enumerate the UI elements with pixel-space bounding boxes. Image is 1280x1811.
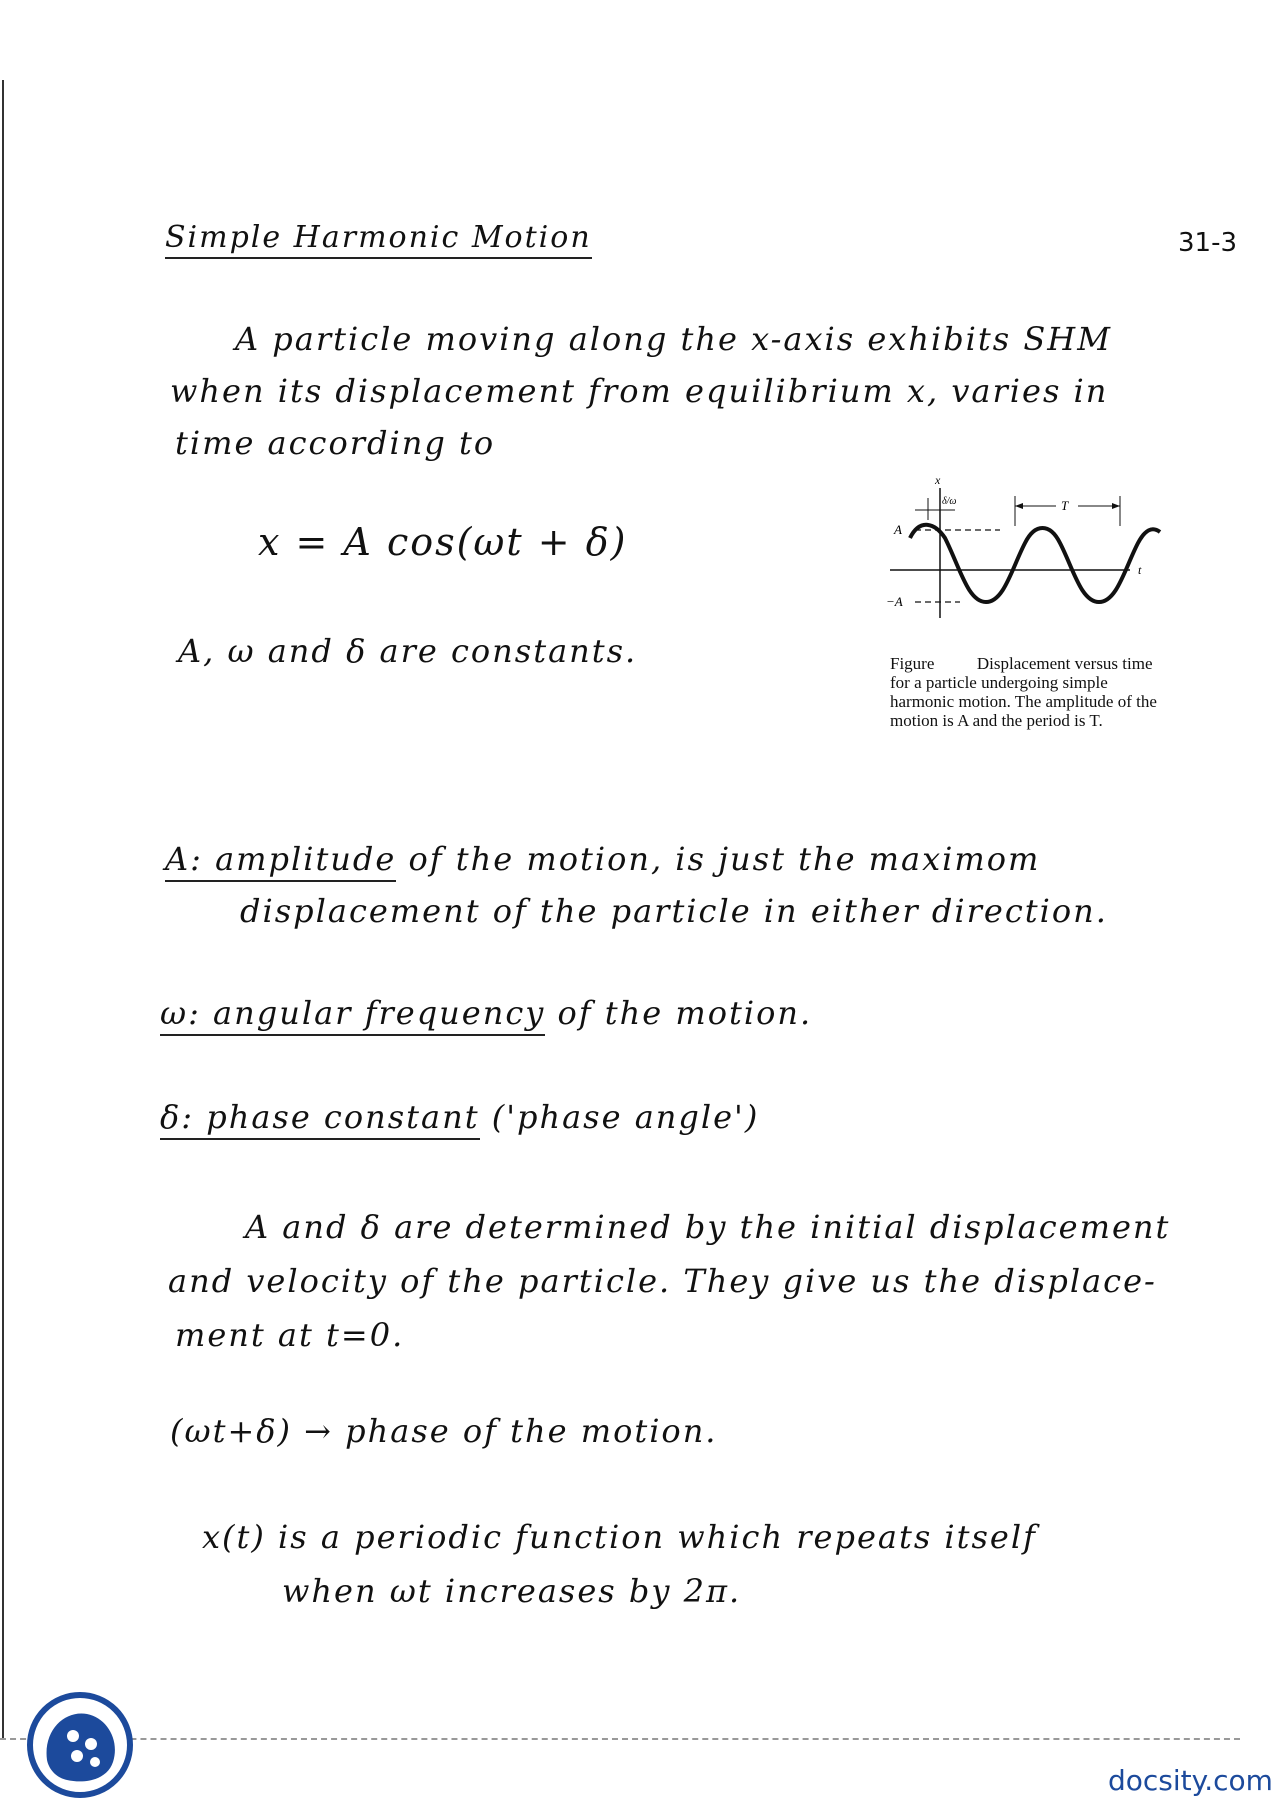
- constants-note: A, ω and δ are constants.: [178, 632, 638, 670]
- intro-line-3: time according to: [175, 424, 496, 462]
- definition-amplitude-line2: displacement of the particle in either direction.: [240, 892, 1108, 930]
- delta-term: δ: phase constant: [160, 1098, 480, 1140]
- figure-caption: [890, 654, 1160, 730]
- amplitude-term: A: amplitude: [165, 840, 396, 882]
- omega-term: ω: angular frequency: [160, 994, 545, 1036]
- displacement-time-figure: [880, 468, 1170, 628]
- figure-wave: [910, 525, 1160, 602]
- figure-neg-amplitude-label: −A: [886, 594, 903, 609]
- delta-description: ('phase angle'): [479, 1098, 760, 1136]
- periodic-line-2: when ωt increases by 2π.: [282, 1572, 742, 1610]
- figure-amplitude-label: A: [894, 522, 902, 537]
- page-title: Simple Harmonic Motion: [165, 220, 592, 259]
- periodic-line-1: x(t) is a periodic function which repeats itself: [202, 1518, 1037, 1556]
- shm-equation: x = A cos(ωt + δ): [258, 520, 628, 564]
- intro-line-2: when its displacement from equilibrium x, varies in: [170, 372, 1109, 410]
- docsity-logo: [25, 1690, 135, 1800]
- phase-statement: (ωt+δ) → phase of the motion.: [170, 1412, 718, 1450]
- omega-description: of the motion.: [545, 994, 813, 1032]
- page-number: 31-3: [1178, 228, 1238, 258]
- initial-line-2: and velocity of the particle. They give us the displace-: [168, 1262, 1157, 1300]
- intro-line-1: A particle moving along the x-axis exhibits SHM: [235, 320, 1112, 358]
- figure-t-label: t: [1138, 563, 1142, 577]
- initial-line-1: A and δ are determined by the initial displacement: [245, 1208, 1171, 1246]
- figure-caption-label: Figure: [890, 654, 935, 673]
- amplitude-description: of the motion, is just the maximom: [396, 840, 1041, 878]
- figure-period-arrow-right: [1112, 503, 1120, 509]
- definition-delta: [160, 1098, 759, 1136]
- figure-delta-omega-label: δ/ω: [942, 496, 957, 507]
- definition-amplitude: [165, 840, 1040, 878]
- figure-x-label: x: [935, 473, 941, 487]
- definition-omega: [160, 994, 812, 1032]
- docsity-brand-link[interactable]: docsity.com: [1108, 1764, 1273, 1797]
- footer-divider: [0, 1738, 1240, 1740]
- figure-period-arrow-left: [1015, 503, 1023, 509]
- figure-period-label: T: [1061, 498, 1069, 513]
- figure-caption-text: Displacement versus time for a particle undergoing simple harmonic motion. The amplitude of the motion is A and the period is T.: [890, 654, 1157, 730]
- initial-line-3: ment at t=0.: [175, 1316, 405, 1354]
- left-margin-line: [2, 80, 4, 1740]
